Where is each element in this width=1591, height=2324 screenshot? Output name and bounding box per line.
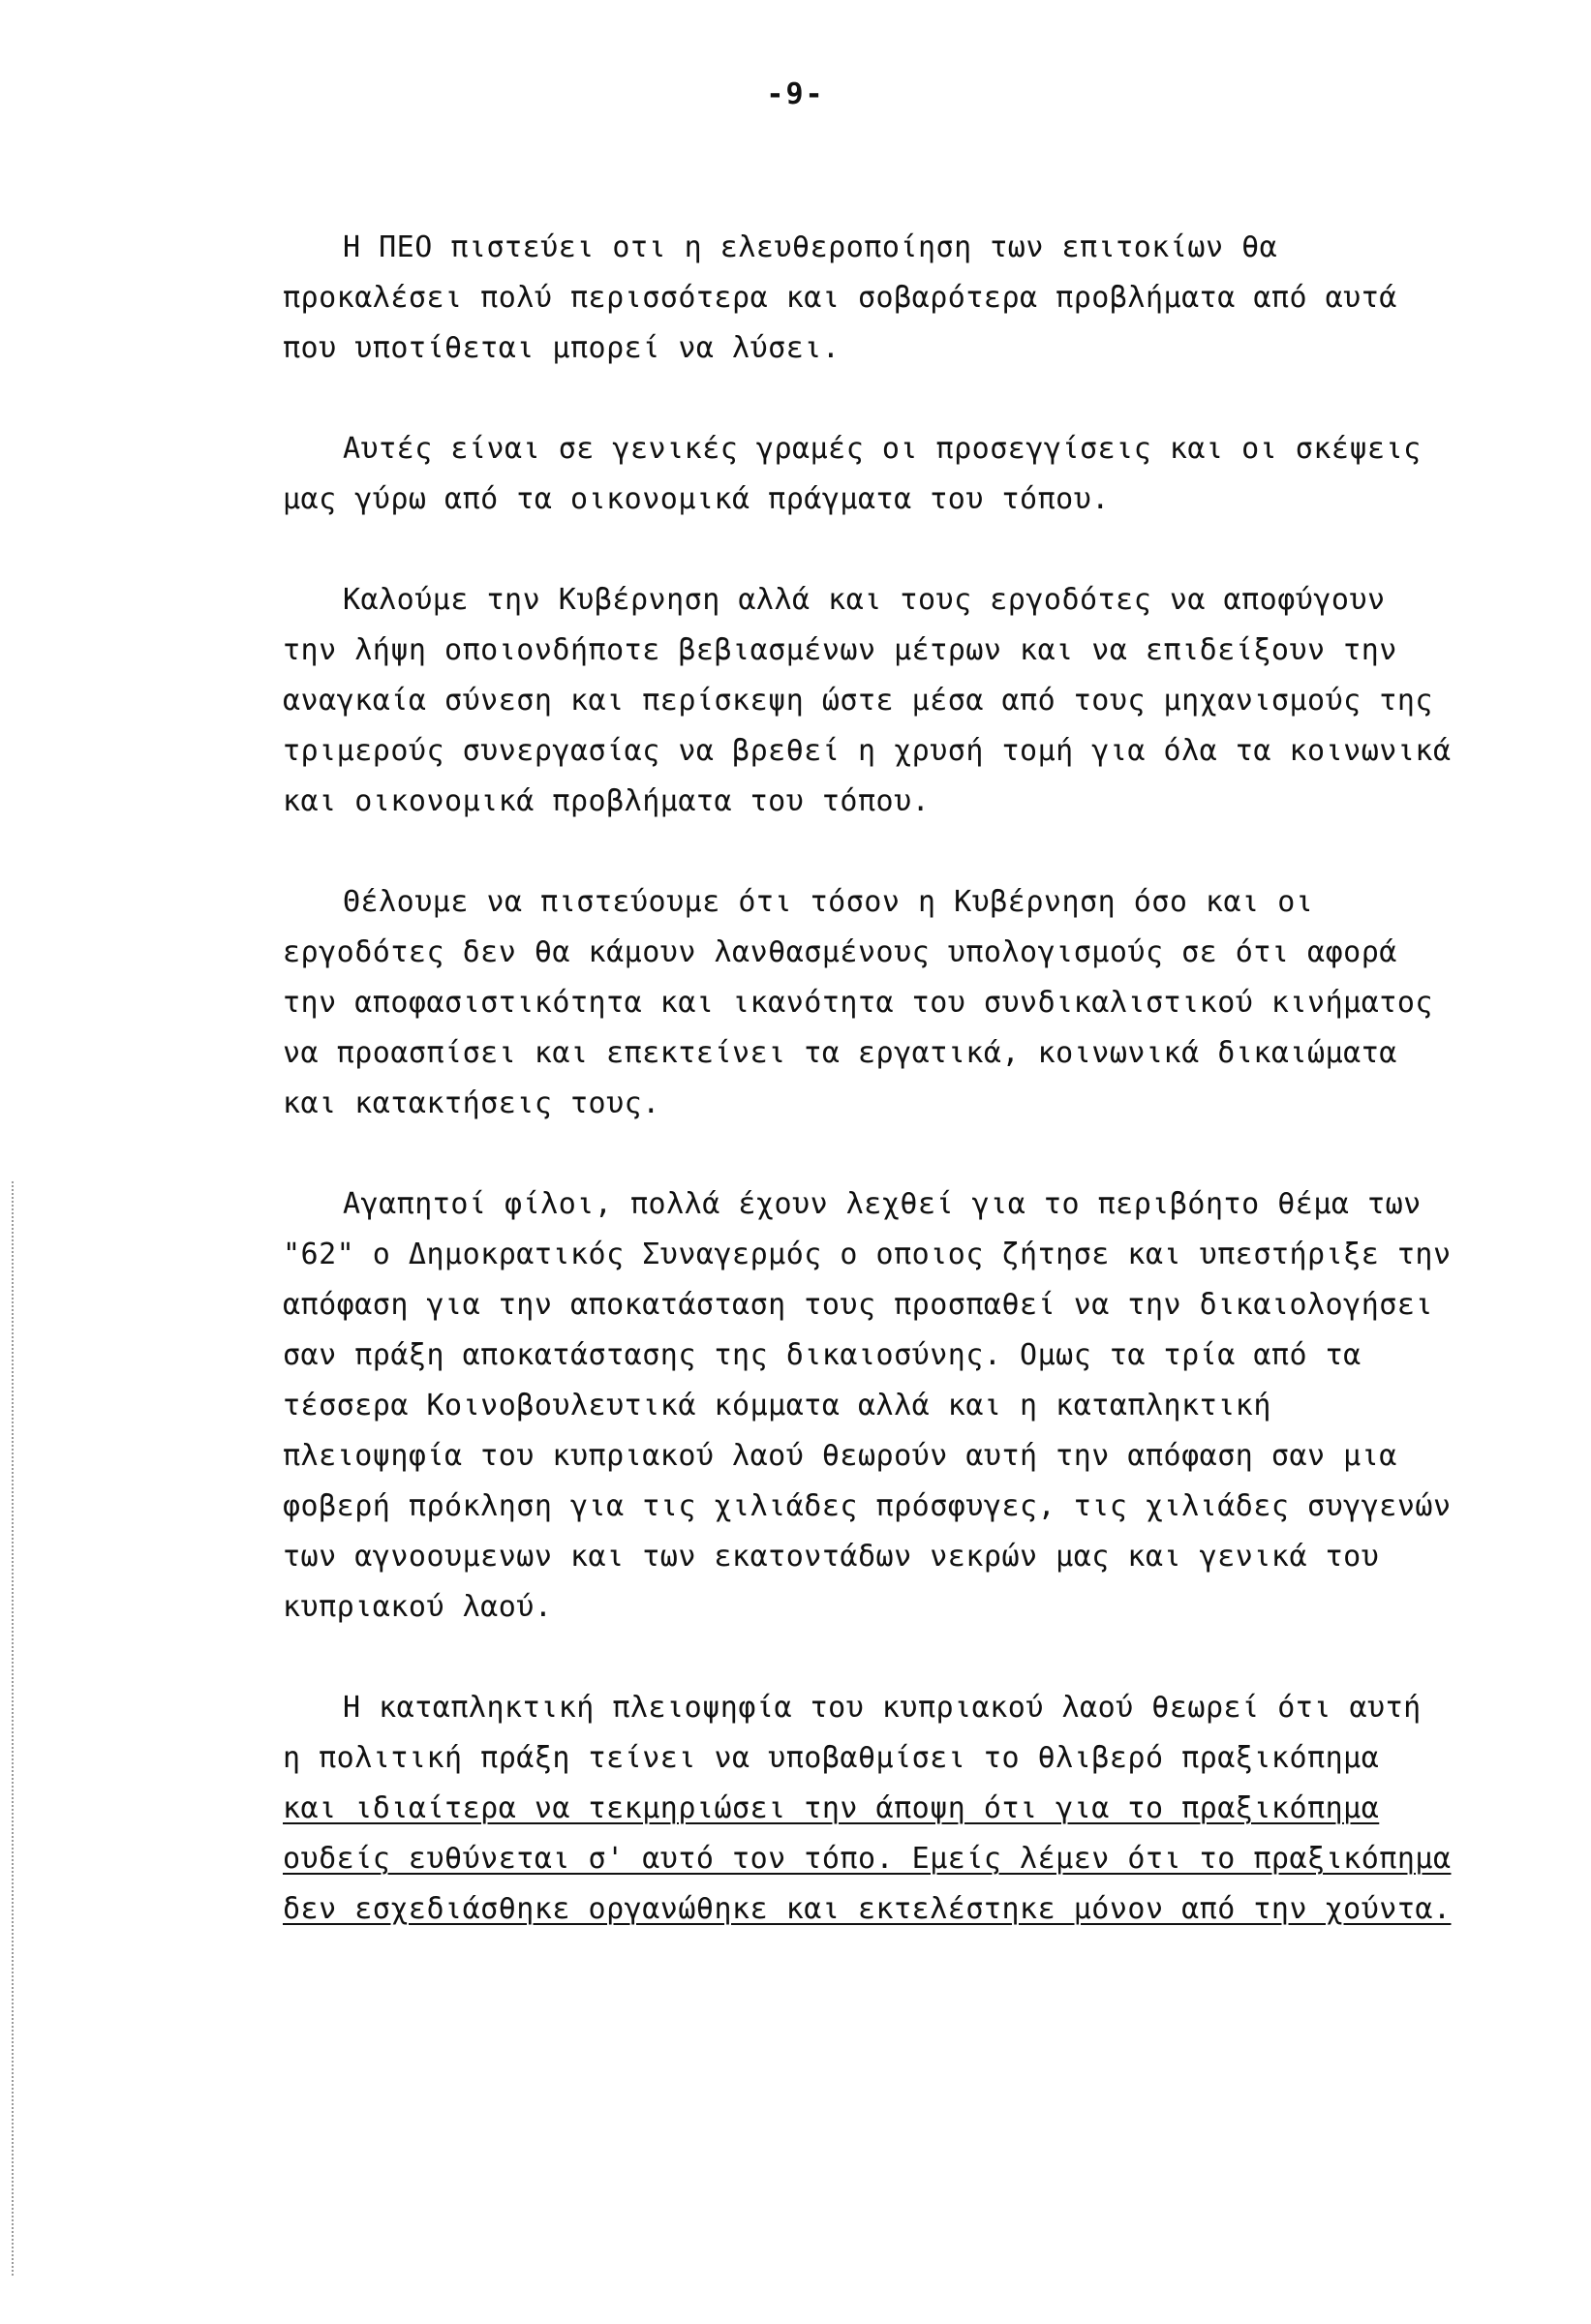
text-line: Η καταπληκτική πλειοψηφία του κυπριακού λαού θεωρεί ότι αυτή (343, 1691, 1422, 1725)
text-line: να προασπίσει και επεκτείνει τα εργατικά, κοινωνικά δικαιώματα (283, 1036, 1397, 1070)
text-line: τριμερούς συνεργασίας να βρεθεί η χρυσή τομή για όλα τα κοινωνικά (283, 734, 1452, 768)
text-line: που υποτίθεται μπορεί να λύσει. (283, 331, 841, 365)
text-line: "62" ο Δημοκρατικός Συναγερμός ο οποιος ζήτησε και υπεστήριξε την (283, 1238, 1452, 1271)
text-line: Αγαπητοί φίλοι, πολλά έχουν λεχθεί για το περιβόητο θέμα των (343, 1187, 1422, 1221)
text-line: Η ΠΕΟ πιστεύει οτι η ελευθεροποίηση των επιτοκίων θα (343, 230, 1278, 264)
text-line: φοβερή πρόκληση για τις χιλιάδες πρόσφυγες, τις χιλιάδες συγγενών (283, 1489, 1452, 1523)
text-line: και οικονομικά προβλήματα του τόπου. (283, 784, 931, 818)
underlined-text-line: δεν εσχεδιάσθηκε οργανώθηκε και εκτελέστηκε μόνον από την χούντα. (283, 1892, 1452, 1926)
underlined-text-line: ουδείς ευθύνεται σ' αυτό τον τόπο. Εμείς λέμεν ότι το πραξικόπημα (283, 1842, 1452, 1876)
scan-margin-marks (12, 1181, 19, 2276)
text-line: και κατακτήσεις τους. (283, 1086, 660, 1120)
text-line: προκαλέσει πολύ περισσότερα και σοβαρότερα προβλήματα από αυτά (283, 281, 1397, 315)
paragraph-general-approach (283, 424, 1422, 525)
text-line: εργοδότες δεν θα κάμουν λανθασμένους υπολογισμούς σε ότι αφορά (283, 935, 1397, 969)
text-line: πλειοψηφία του κυπριακού λαού θεωρούν αυτή την απόφαση σαν μια (283, 1439, 1397, 1473)
paragraph-coup (283, 1683, 1452, 1935)
text-line: κυπριακού λαού. (283, 1590, 553, 1624)
text-line: την λήψη οποιονδήποτε βεβιασμένων μέτρων και να επιδείξουν την (283, 633, 1397, 667)
text-line: μας γύρω από τα οικονομικά πράγματα του τόπου. (283, 482, 1110, 516)
text-line: απόφαση για την αποκατάσταση τους προσπαθεί να την δικαιολογήσει (283, 1288, 1433, 1322)
text-line: η πολιτική πράξη τείνει να υποβαθμίσει το θλιβερό πραξικόπημα (283, 1741, 1380, 1775)
page-number: -9- (766, 77, 825, 111)
paragraph-call-to-government (283, 575, 1452, 827)
text-line: Αυτές είναι σε γενικές γραμές οι προσεγγίσεις και οι σκέψεις (343, 432, 1422, 466)
text-line: αναγκαία σύνεση και περίσκεψη ώστε μέσα από τους μηχανισμούς της (283, 684, 1433, 718)
text-line: την αποφασιστικότητα και ικανότητα του συνδικαλιστικού κινήματος (283, 986, 1433, 1020)
document-body (283, 223, 1452, 1985)
paragraph-interest-rates (283, 223, 1397, 374)
text-line: Καλούμε την Κυβέρνηση αλλά και τους εργοδότες να αποφύγουν (343, 583, 1386, 617)
text-line: τέσσερα Κοινοβουλευτικά κόμματα αλλά και η καταπληκτική (283, 1389, 1271, 1422)
underlined-text-line: και ιδιαίτερα να τεκμηριώσει την άποψη ότι για το πραξικόπημα (283, 1791, 1380, 1825)
text-line: Θέλουμε να πιστεύουμε ότι τόσον η Κυβέρνηση όσο και οι (343, 885, 1314, 919)
paragraph-union-movement (283, 877, 1433, 1129)
paragraph-the-62 (283, 1179, 1452, 1633)
text-line: σαν πράξη αποκατάστασης της δικαιοσύνης. Ομως τα τρία από τα (283, 1338, 1362, 1372)
text-line: των αγνοουμενων και των εκατοντάδων νεκρών μας και γενικά του (283, 1540, 1380, 1574)
